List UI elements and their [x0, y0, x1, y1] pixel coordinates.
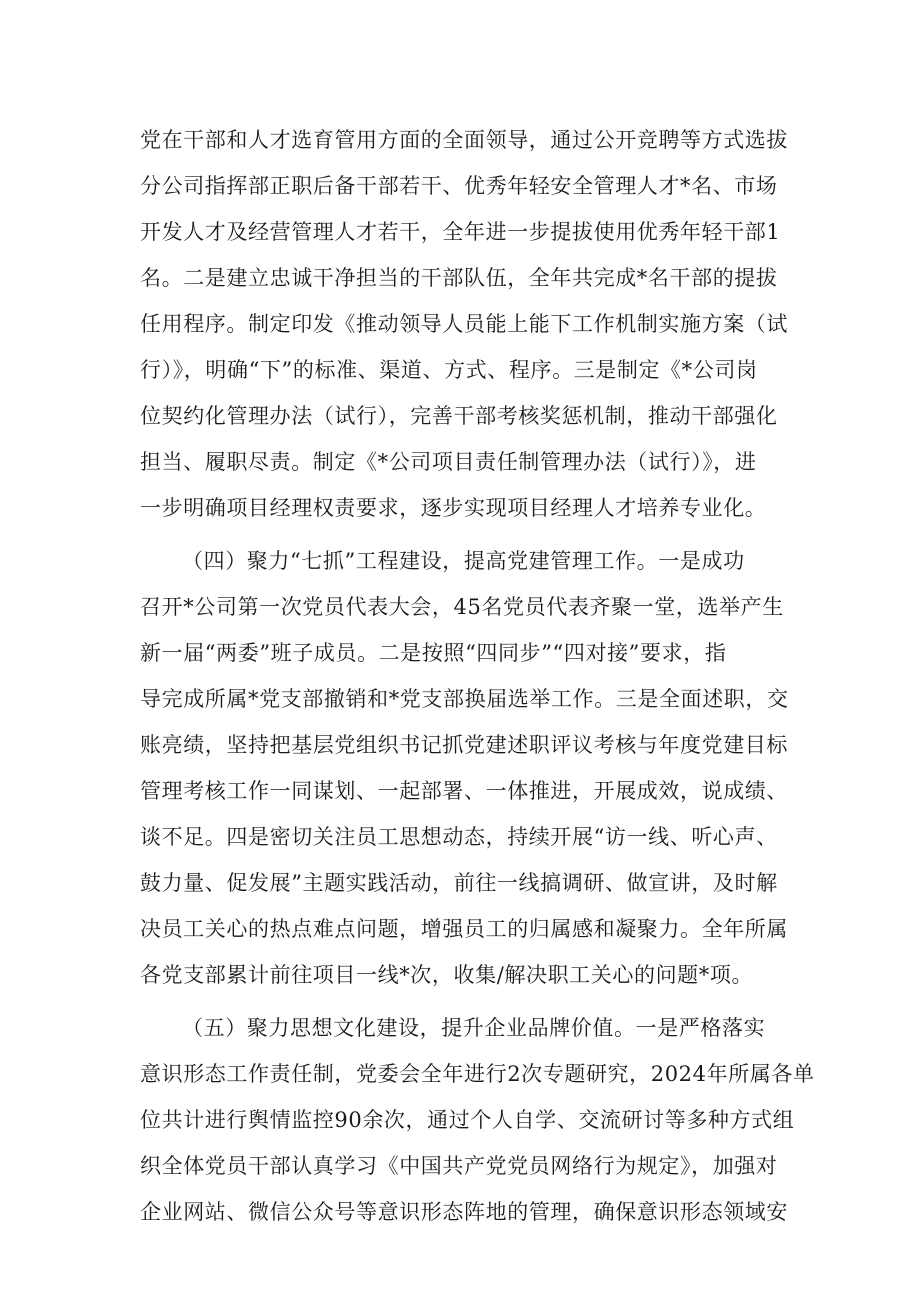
text-line: 任用程序。制定印发《推动领导人员能上能下工作机制实施方案（试: [140, 312, 788, 336]
text-line: 各党支部累计前往项目一线*次，收集/解决职工关心的问题*项。: [140, 963, 754, 987]
paragraph-culture: [140, 1005, 815, 1235]
text-line: 企业网站、微信公众号等意识形态阵地的管理，确保意识形态领域安: [140, 1200, 788, 1224]
text-line: 位契约化管理办法（试行），完善干部考核奖惩机制，推动干部强化: [140, 404, 778, 428]
paragraph-gap: [140, 531, 790, 538]
text-line: 担当、履职尽责。制定《*公司项目责任制管理办法（试行）》，进: [140, 450, 757, 474]
text-line: 管理考核工作一同谋划、一起部署、一体推进，开展成效，说成绩、: [140, 779, 788, 803]
text-line: 新一届“两委”班子成员。二是按照“四同步”“四对接”要求，指: [140, 641, 727, 665]
text-line: 鼓力量、促发展”主题实践活动，前往一线搞调研、做宣讲，及时解: [140, 871, 778, 895]
text-line: 分公司指挥部正职后备干部若干、优秀年轻安全管理人才*名、市场: [140, 174, 778, 198]
text-line: 意识形态工作责任制，党委会全年进行2次专题研究，2024年所属各单: [140, 1062, 815, 1086]
text-line: 开发人才及经营管理人才若干，全年进一步提拔使用优秀年轻干部1: [140, 220, 781, 244]
text-line: 名。二是建立忠诚干净担当的干部队伍，全年共完成*名干部的提拔: [140, 266, 778, 290]
paragraph-party-building: [140, 538, 790, 998]
text-line: 召开*公司第一次党员代表大会，45名党员代表齐聚一堂，选举产生: [140, 595, 784, 619]
text-line: 党在干部和人才选育管用方面的全面领导，通过公开竞聘等方式选拔: [140, 128, 788, 152]
text-line: 一步明确项目经理权责要求，逐步实现项目经理人才培养专业化。: [140, 496, 767, 520]
paragraph-cadre-selection: [140, 117, 790, 531]
text-line: 织全体党员干部认真学习《中国共产党党员网络行为规定》，加强对: [140, 1154, 778, 1178]
text-line: 导完成所属*党支部撤销和*党支部换届选举工作。三是全面述职，交: [140, 687, 789, 711]
document-body: [140, 117, 815, 1235]
text-line: 账亮绩，坚持把基层党组织书记抓党建述职评议考核与年度党建目标: [140, 733, 788, 757]
text-line: 位共计进行舆情监控90余次，通过个人自学、交流研讨等多种方式组: [140, 1108, 795, 1132]
paragraph-gap: [140, 998, 790, 1005]
text-line: 行）》，明确“下”的标准、渠道、方式、程序。三是制定《*公司岗: [140, 358, 758, 382]
paragraph-heading-line: （五）聚力思想文化建设，提升企业品牌价值。一是严格落实: [182, 1016, 766, 1040]
text-line: 谈不足。四是密切关注员工思想动态，持续开展“访一线、听心声、: [140, 825, 778, 849]
paragraph-heading-line: （四）聚力“七抓”工程建设，提高党建管理工作。一是成功: [182, 549, 745, 573]
text-line: 决员工关心的热点难点问题，增强员工的归属感和凝聚力。全年所属: [140, 917, 788, 941]
